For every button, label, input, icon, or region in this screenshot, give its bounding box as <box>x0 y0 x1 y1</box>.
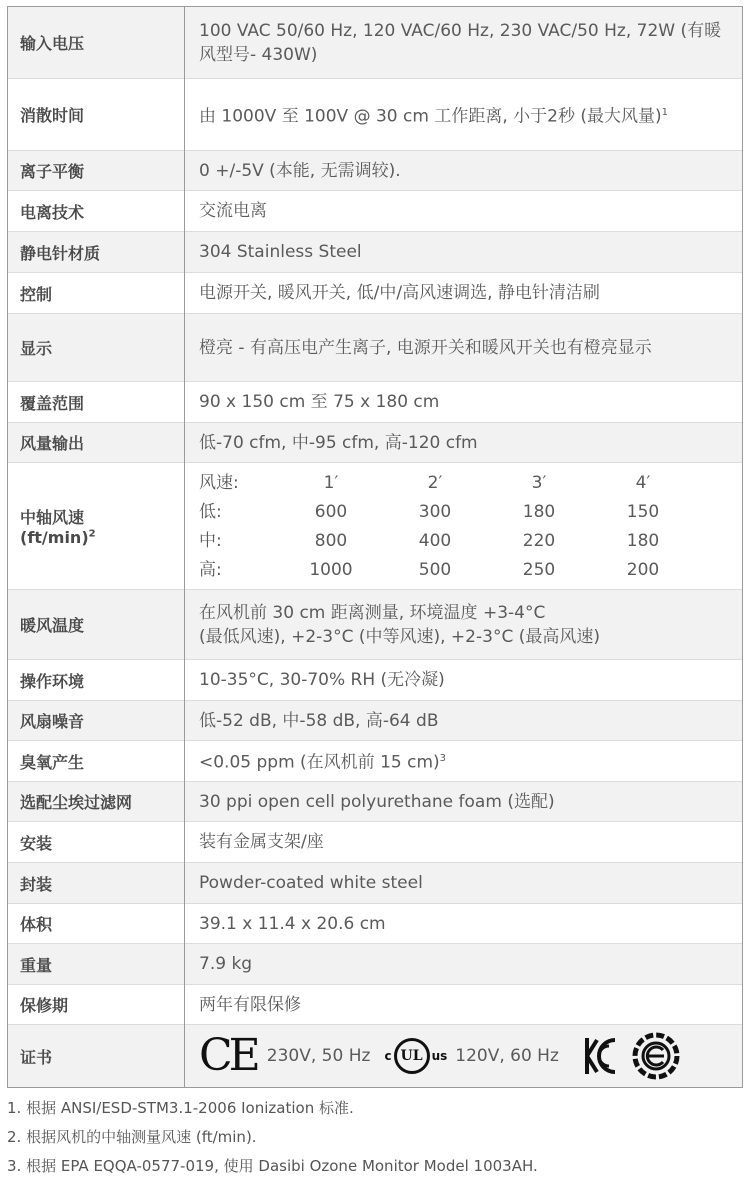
unit-text: (ft/min) <box>20 528 89 547</box>
velocity-cell: 4′ <box>635 472 651 493</box>
spec-label: 电离技术 <box>8 191 185 232</box>
spec-label: 离子平衡 <box>8 151 185 191</box>
spec-row-coverage <box>8 382 743 423</box>
spec-row-control <box>8 273 743 314</box>
spec-label: 体积 <box>8 904 185 944</box>
footnote-1: 1. 根据 ANSI/ESD-STM3.1-2006 Ionization 标准. <box>7 1099 354 1117</box>
spec-value <box>185 79 743 151</box>
footnote-ref: 1 <box>661 106 669 118</box>
velocity-cell: 400 <box>418 530 452 551</box>
spec-label: 覆盖范围 <box>8 382 185 423</box>
spec-label: 封装 <box>8 863 185 904</box>
kc-mark-icon <box>583 1036 617 1076</box>
velocity-cell: 2′ <box>427 472 443 493</box>
footnotes <box>7 1094 538 1181</box>
velocity-row <box>199 555 695 584</box>
spec-value: 10-35°C, 30-70% RH (无冷凝) <box>185 660 743 701</box>
spec-label-text: 中轴风速 <box>20 508 85 527</box>
velocity-header-row <box>199 468 695 497</box>
velocity-cell: 800 <box>314 530 348 551</box>
spec-label: 证书 <box>8 1025 185 1088</box>
spec-value: 90 x 150 cm 至 75 x 180 cm <box>185 382 743 423</box>
spec-label: 操作环境 <box>8 660 185 701</box>
spec-row-dimensions <box>8 904 743 944</box>
spec-value: 两年有限保修 <box>185 985 743 1025</box>
spec-row-voltage <box>8 7 743 79</box>
spec-label: 保修期 <box>8 985 185 1025</box>
velocity-row <box>199 526 695 555</box>
velocity-cell: 180 <box>522 501 556 522</box>
spec-value <box>185 741 743 782</box>
spec-label: 暖风温度 <box>8 590 185 660</box>
certification-logos <box>199 1026 734 1086</box>
footnote-3: 3. 根据 EPA EQQA-0577-019, 使用 Dasibi Ozone Monitor Model 1003AH. <box>7 1157 538 1175</box>
spec-row-emitter <box>8 232 743 273</box>
spec-value: 30 ppi open cell polyurethane foam (选配) <box>185 782 743 822</box>
spec-value <box>185 1025 743 1088</box>
footnote-ref: 3 <box>439 753 447 765</box>
spec-label: 重量 <box>8 944 185 985</box>
spec-value: 39.1 x 11.4 x 20.6 cm <box>185 904 743 944</box>
velocity-cell: 3′ <box>531 472 547 493</box>
spec-table <box>7 6 743 1088</box>
spec-value: 0 +/-5V (本能, 无需调较). <box>185 151 743 191</box>
spec-label: 静电针材质 <box>8 232 185 273</box>
spec-value-text: <0.05 ppm (在风机前 15 cm) <box>199 752 440 773</box>
velocity-cell: 200 <box>626 559 660 580</box>
velocity-cell: 600 <box>314 501 348 522</box>
ul-voltage-text: 120V, 60 Hz <box>455 1046 559 1066</box>
spec-row-display <box>8 314 743 382</box>
spec-row-environment <box>8 660 743 701</box>
footnote-ref: 2 <box>88 528 96 540</box>
spec-value-line: (最低风速), +2-3°C (中等风速), +2-3°C (最高风速) <box>199 626 600 647</box>
spec-row-enclosure <box>8 863 743 904</box>
spec-row-noise <box>8 701 743 741</box>
spec-row-airflow <box>8 423 743 463</box>
spec-label: 消散时间 <box>8 79 185 151</box>
velocity-cell: 150 <box>626 501 660 522</box>
velocity-cell: 1′ <box>323 472 339 493</box>
spec-row-certifications <box>8 1025 743 1088</box>
spec-label: 臭氧产生 <box>8 741 185 782</box>
velocity-cell: 中: <box>199 530 222 551</box>
ul-c-text: c <box>384 1049 392 1063</box>
spec-value: 电源开关, 暖风开关, 低/中/高风速调选, 静电针清洁刷 <box>185 273 743 314</box>
spec-value-text: 由 1000V 至 100V @ 30 cm 工作距离, 小于2秒 (最大风量) <box>199 106 662 127</box>
spec-row-heat <box>8 590 743 660</box>
spec-row-balance <box>8 151 743 191</box>
ce-voltage-text: 230V, 50 Hz <box>266 1046 371 1066</box>
spec-row-warranty <box>8 985 743 1025</box>
spec-value: 交流电离 <box>185 191 743 232</box>
velocity-cell: 低: <box>199 501 222 522</box>
china-rohs-e-icon <box>631 1031 681 1081</box>
spec-value: 低-70 cfm, 中-95 cfm, 高-120 cfm <box>185 423 743 463</box>
spec-label: 选配尘埃过滤网 <box>8 782 185 822</box>
spec-value: 橙亮 - 有高压电产生离子, 电源开关和暖风开关也有橙亮显示 <box>185 314 743 382</box>
velocity-cell: 500 <box>418 559 452 580</box>
velocity-cell: 180 <box>626 530 660 551</box>
velocity-cell: 高: <box>199 559 222 580</box>
ul-us-text: us <box>431 1049 448 1063</box>
spec-label <box>8 463 185 590</box>
velocity-cell: 220 <box>522 530 556 551</box>
spec-row-tech <box>8 191 743 232</box>
ul-ring: UL <box>394 1038 430 1074</box>
velocity-cell: 300 <box>418 501 452 522</box>
spec-value <box>185 590 743 660</box>
spec-value: 低-52 dB, 中-58 dB, 高-64 dB <box>185 701 743 741</box>
spec-row-axial-velocity <box>8 463 743 590</box>
spec-value-line: 在风机前 30 cm 距离测量, 环境温度 +3-4°C <box>199 602 546 623</box>
spec-label: 显示 <box>8 314 185 382</box>
cul-us-mark-icon <box>384 1038 447 1074</box>
velocity-cell: 250 <box>522 559 556 580</box>
spec-row-mount <box>8 822 743 863</box>
spec-value: 装有金属支架/座 <box>185 822 743 863</box>
spec-label: 风量输出 <box>8 423 185 463</box>
spec-label: 风扇噪音 <box>8 701 185 741</box>
spec-value <box>185 463 743 590</box>
spec-value: Powder-coated white steel <box>185 863 743 904</box>
velocity-cell: 风速: <box>199 472 239 493</box>
spec-value: 7.9 kg <box>185 944 743 985</box>
spec-row-filter <box>8 782 743 822</box>
ce-mark-icon: CE <box>199 1030 257 1081</box>
footnote-2: 2. 根据风机的中轴测量风速 (ft/min). <box>7 1128 257 1146</box>
spec-row-ozone <box>8 741 743 782</box>
spec-label-unit <box>20 528 184 547</box>
velocity-cell: 1000 <box>309 559 353 580</box>
spec-label: 控制 <box>8 273 185 314</box>
velocity-row <box>199 497 695 526</box>
spec-value: 100 VAC 50/60 Hz, 120 VAC/60 Hz, 230 VAC/50 Hz, 72W (有暖风型号- 430W) <box>185 7 743 79</box>
spec-row-decay <box>8 79 743 151</box>
spec-label: 安装 <box>8 822 185 863</box>
velocity-table <box>199 468 695 584</box>
spec-value: 304 Stainless Steel <box>185 232 743 273</box>
spec-row-weight <box>8 944 743 985</box>
spec-label: 输入电压 <box>8 7 185 79</box>
